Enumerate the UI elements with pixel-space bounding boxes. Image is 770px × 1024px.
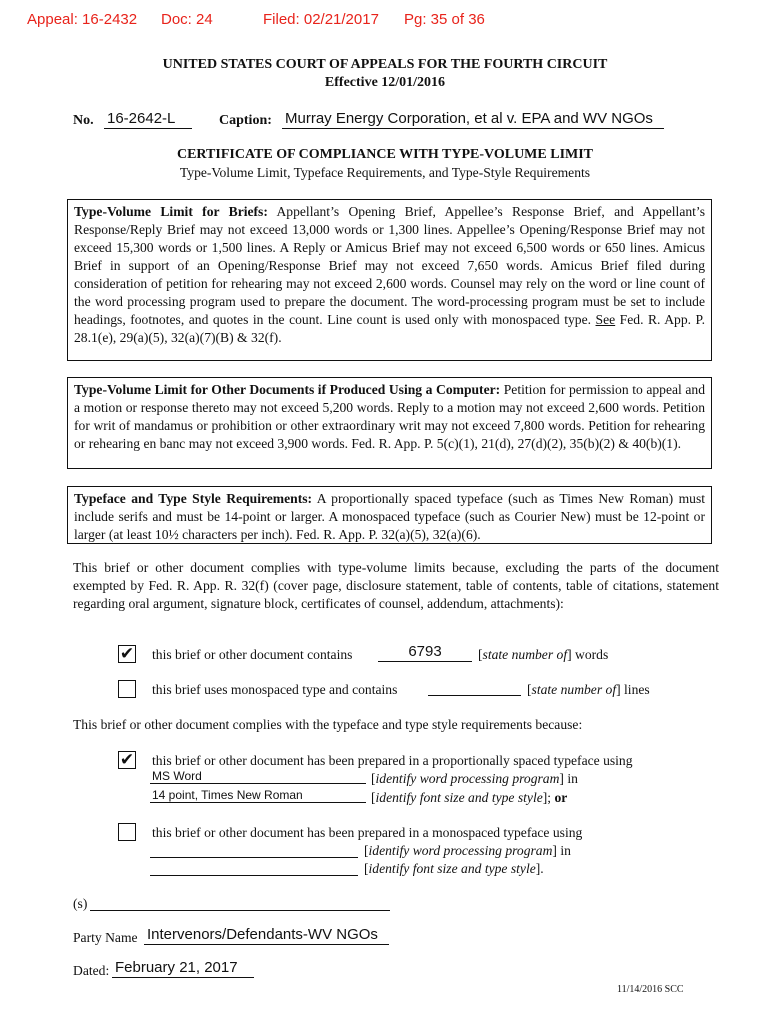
- typeface-requirements-box: [67, 486, 712, 544]
- briefs-limit-citation: Fed. R. App. P. 28.1(e), 29(a)(5), 32(a)(7)(B) & 32(f).: [74, 312, 705, 345]
- type-volume-compliance-paragraph: This brief or other document complies with type-volume limits because, excluding the parts of the document exempted by Fed. R. App. R. 32(f) (cover page, disclosure statement, table of contents, table of citations, statement regarding oral argument, signature block, certificates of counsel, addendum, attachments):: [73, 560, 719, 611]
- party-name-label: Party Name: [73, 930, 138, 945]
- typeface-requirements-text: A proportionally spaced typeface (such as Times New Roman) must include serifs and must be 14-point or larger. A monospaced typeface (such as Courier New) must be 12-point or larger (at least 10½ characters per inch). Fed. R. App. P. 32(a)(5), 32(a)(6).: [74, 491, 706, 542]
- appeal-number: Appeal: 16-2432: [27, 11, 138, 28]
- court-title: UNITED STATES COURT OF APPEALS FOR THE FOURTH CIRCUIT: [162, 57, 608, 72]
- typeface-compliance-paragraph: This brief or other document complies with the typeface and type style requirements because:: [73, 717, 583, 732]
- typeface-requirements-heading: Typeface and Type Style Requirements:: [74, 491, 313, 506]
- signature-label: (s): [73, 896, 88, 911]
- doc-number: Doc: 24: [161, 11, 213, 28]
- case-no-label: No.: [73, 113, 94, 128]
- words-option-label: this brief or other document contains: [152, 647, 353, 662]
- caption-field[interactable]: Murray Energy Corporation, et al v. EPA and WV NGOs: [282, 110, 664, 129]
- checkmark-icon: ✔: [119, 750, 135, 769]
- lines-hint: [state number of] lines: [527, 682, 650, 697]
- form-revision-footer: 11/14/2016 SCC: [617, 984, 684, 995]
- party-name-field[interactable]: Intervenors/Defendants-WV NGOs: [144, 926, 389, 945]
- words-checkbox[interactable]: [118, 645, 136, 663]
- line-count-field[interactable]: [428, 695, 521, 696]
- proportional-font-hint: [identify font size and type style]; or: [371, 790, 568, 805]
- effective-date: Effective 12/01/2016: [324, 75, 446, 90]
- filed-date: Filed: 02/21/2017: [263, 11, 379, 28]
- signature-field[interactable]: [90, 910, 390, 911]
- caption-label: Caption:: [219, 113, 272, 128]
- dated-field[interactable]: February 21, 2017: [112, 959, 254, 978]
- monospaced-program-hint: [identify word processing program] in: [364, 843, 571, 858]
- proportional-program-field[interactable]: MS Word: [150, 769, 366, 784]
- word-count-field[interactable]: 6793: [378, 643, 472, 662]
- lines-option-label: this brief uses monospaced type and contains: [152, 682, 398, 697]
- lines-checkbox[interactable]: [118, 680, 136, 698]
- proportional-checkbox[interactable]: [118, 751, 136, 769]
- other-documents-text: Petition for permission to appeal and a motion or response thereto may not exceed 5,200 words. Reply to a motion may not exceed 2,600 words. Petition for writ of mandamus or prohibition or other extraordinary writ may not exceed 7,800 words. Petition for rehearing or rehearing en banc may not exceed 3,900 words. Fed. R. App. P. 5(c)(1), 21(d), 27(d)(2), 35(b)(2) & 40(b)(1).: [74, 382, 705, 451]
- monospaced-option-label: this brief or other document has been prepared in a monospaced typeface using: [152, 825, 583, 840]
- case-no-field[interactable]: 16-2642-L: [104, 110, 192, 129]
- monospaced-checkbox[interactable]: [118, 823, 136, 841]
- other-documents-limit-box: [67, 377, 712, 469]
- monospaced-program-field[interactable]: [150, 857, 358, 858]
- certificate-subtitle: Type-Volume Limit, Typeface Requirements, and Type-Style Requirements: [179, 165, 591, 180]
- proportional-font-field[interactable]: 14 point, Times New Roman: [150, 788, 366, 803]
- monospaced-font-hint: [identify font size and type style].: [364, 861, 544, 876]
- monospaced-font-field[interactable]: [150, 875, 358, 876]
- proportional-program-hint: [identify word processing program] in: [371, 771, 578, 786]
- checkmark-icon: ✔: [119, 644, 135, 663]
- other-documents-heading: Type-Volume Limit for Other Documents if Produced Using a Computer:: [74, 382, 501, 397]
- briefs-limit-text: Appellant’s Opening Brief, Appellee’s Response Brief, and Appellant’s Response/Reply Brief may not exceed 13,000 words or 1,300 lines. Appellee’s Opening/Response Brief may not exceed 15,300 words or 1,500 lines. A Reply or Amicus Brief may not exceed 6,500 words or 650 lines. Amicus Brief in support of an Opening/Response Brief may not exceed 7,650 words. Amicus Brief filed during consideration of petition for rehearing may not exceed 2,600 words. Counsel may rely on the word or line count of the word processing program used to prepare the document. The word-processing program must be set to include headings, footnotes, and quotes in the count. Line count is used only with monospaced type.: [74, 204, 705, 327]
- briefs-limit-box: [67, 199, 712, 361]
- words-hint: [state number of] words: [478, 647, 609, 662]
- briefs-limit-heading: Type-Volume Limit for Briefs:: [74, 204, 268, 219]
- proportional-option-label: this brief or other document has been prepared in a proportionally spaced typeface using: [152, 753, 633, 768]
- see-reference: See: [595, 312, 616, 327]
- page-number: Pg: 35 of 36: [404, 11, 485, 28]
- certificate-title: CERTIFICATE OF COMPLIANCE WITH TYPE-VOLUME LIMIT: [176, 147, 594, 162]
- dated-label: Dated:: [73, 963, 110, 978]
